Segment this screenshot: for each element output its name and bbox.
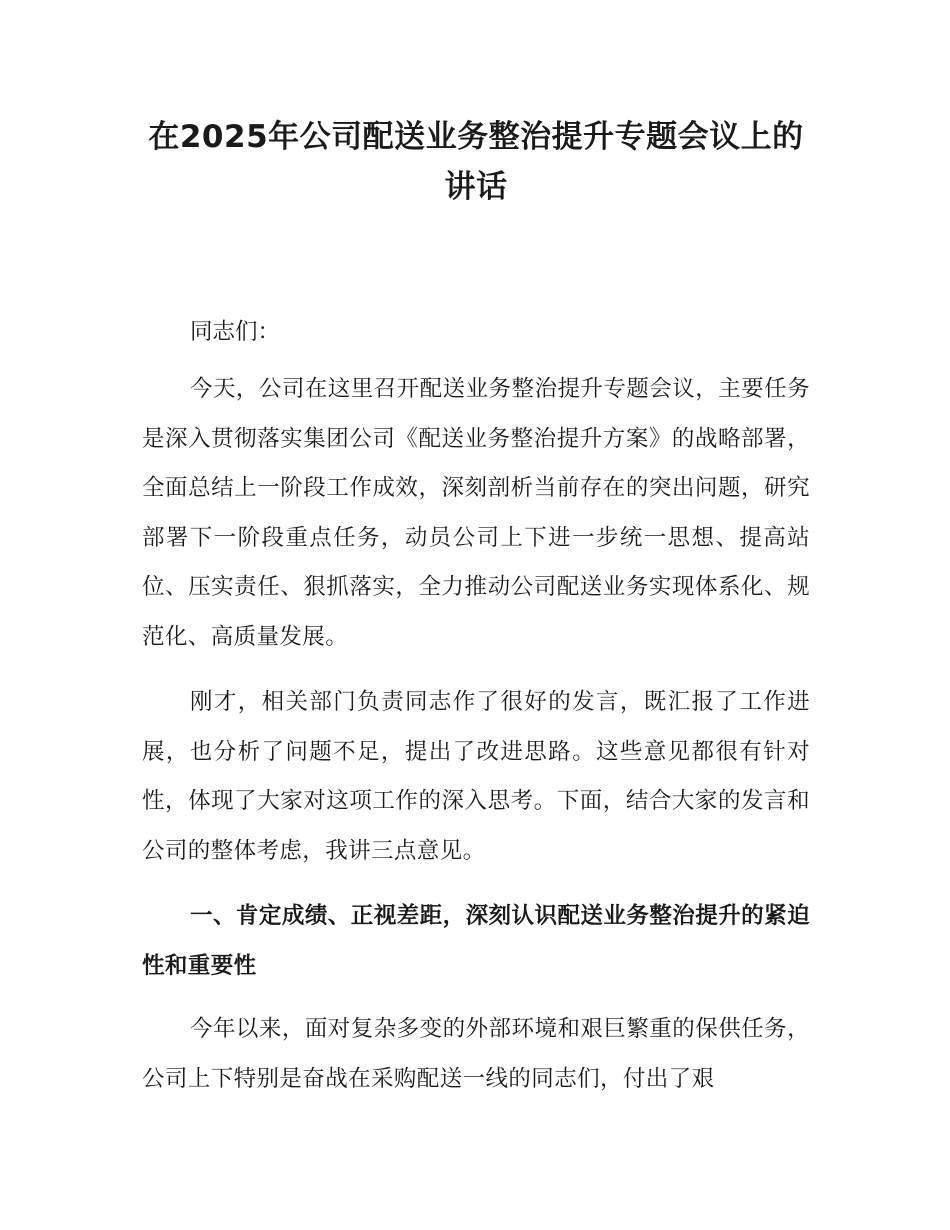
section-heading-1: 一、肯定成绩、正视差距，深刻认识配送业务整治提升的紧迫性和重要性 bbox=[142, 903, 810, 979]
document-page bbox=[142, 112, 810, 1092]
body-paragraph-3: 今年以来，面对复杂多变的外部环境和艰巨繁重的保供任务，公司上下特别是奋战在采购配送一线的同志们，付出了艰 bbox=[142, 1016, 810, 1092]
salutation: 同志们： bbox=[190, 319, 281, 345]
body-paragraph-2: 刚才，相关部门负责同志作了很好的发言，既汇报了工作进展，也分析了问题不足，提出了改进思路。这些意见都很有针对性，体现了大家对这项工作的深入思考。下面，结合大家的发言和公司的整体考虑，我讲三点意见。 bbox=[142, 689, 810, 864]
body-paragraph-1: 今天，公司在这里召开配送业务整治提升专题会议，主要任务是深入贯彻落实集团公司《配送业务整治提升方案》的战略部署，全面总结上一阶段工作成效，深刻剖析当前存在的突出问题，研究部署下一阶段重点任务，动员公司上下进一步统一思想、提高站位、压实责任、狠抓落实，全力推动公司配送业务实现体系化、规范化、高质量发展。 bbox=[142, 376, 810, 650]
document-title: 在2025年公司配送业务整治提升专题会议上的讲话 bbox=[148, 119, 804, 205]
